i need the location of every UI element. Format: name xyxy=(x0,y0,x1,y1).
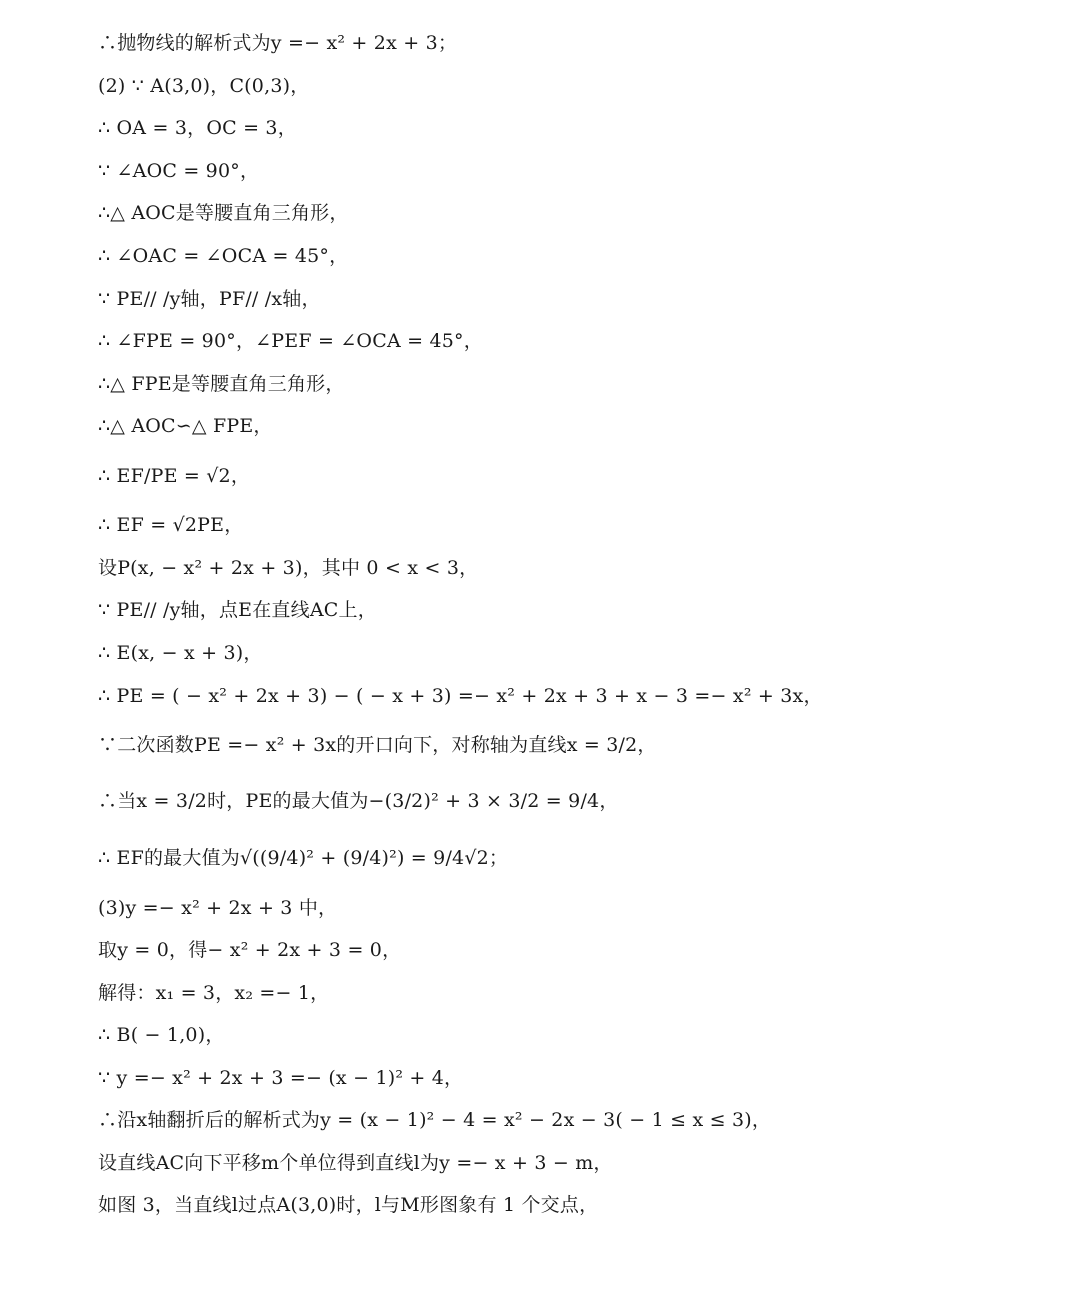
solution-line: ∴ E(x, − x + 3)， xyxy=(98,642,263,664)
solution-line: ∴ EF的最大值为√((9/4)² + (9/4)²) = 9/4√2； xyxy=(98,847,509,869)
solution-line: ∴抛物线的解析式为y =− x² + 2x + 3； xyxy=(98,32,458,54)
solution-line: ∴△ FPE是等腰直角三角形， xyxy=(98,373,345,395)
solution-line: ∵ ∠AOC = 90°， xyxy=(98,160,260,182)
solution-line: ∴△ AOC是等腰直角三角形， xyxy=(98,202,349,224)
solution-line: 取y = 0，得− x² + 2x + 3 = 0， xyxy=(98,939,402,961)
solution-line: ∴ PE = ( − x² + 2x + 3) − ( − x + 3) =− x² + 2x + 3 + x − 3 =− x² + 3x， xyxy=(98,685,823,707)
solution-line: ∴ B( − 1,0)， xyxy=(98,1024,225,1046)
solution-line: ∴ ∠FPE = 90°，∠PEF = ∠OCA = 45°， xyxy=(98,330,483,352)
solution-line: ∴ EF/PE = √2， xyxy=(98,465,251,487)
solution-line: (2) ∵ A(3,0)，C(0,3)， xyxy=(98,75,310,97)
solution-line: 设直线AC向下平移m个单位得到直线l为y =− x + 3 − m， xyxy=(98,1152,613,1174)
solution-line: ∴当x = 3/2时，PE的最大值为−(3/2)² + 3 × 3/2 = 9/4， xyxy=(98,790,619,812)
solution-line: 解得：x₁ = 3，x₂ =− 1， xyxy=(98,982,330,1004)
solution-line: ∵ PE// /y轴，点E在直线AC上， xyxy=(98,599,377,621)
solution-line: 如图 3，当直线l过点A(3,0)时，l与M形图象有 1 个交点， xyxy=(98,1194,599,1216)
solution-line: ∴△ AOC∽△ FPE， xyxy=(98,415,273,437)
solution-line: ∴ EF = √2PE， xyxy=(98,514,244,536)
solution-line: ∵ y =− x² + 2x + 3 =− (x − 1)² + 4， xyxy=(98,1067,464,1089)
solution-line: ∵ PE// /y轴，PF// /x轴， xyxy=(98,288,321,310)
solution-line: ∴ OA = 3，OC = 3， xyxy=(98,117,297,139)
solution-line: ∵二次函数PE =− x² + 3x的开口向下，对称轴为直线x = 3/2， xyxy=(98,734,657,756)
solution-line: 设P(x, − x² + 2x + 3)，其中 0 < x < 3， xyxy=(98,557,479,579)
solution-line: (3)y =− x² + 2x + 3 中， xyxy=(98,897,338,919)
solution-line: ∴沿x轴翻折后的解析式为y = (x − 1)² − 4 = x² − 2x − 3( − 1 ≤ x ≤ 3)， xyxy=(98,1109,772,1131)
solution-line: ∴ ∠OAC = ∠OCA = 45°， xyxy=(98,245,349,267)
